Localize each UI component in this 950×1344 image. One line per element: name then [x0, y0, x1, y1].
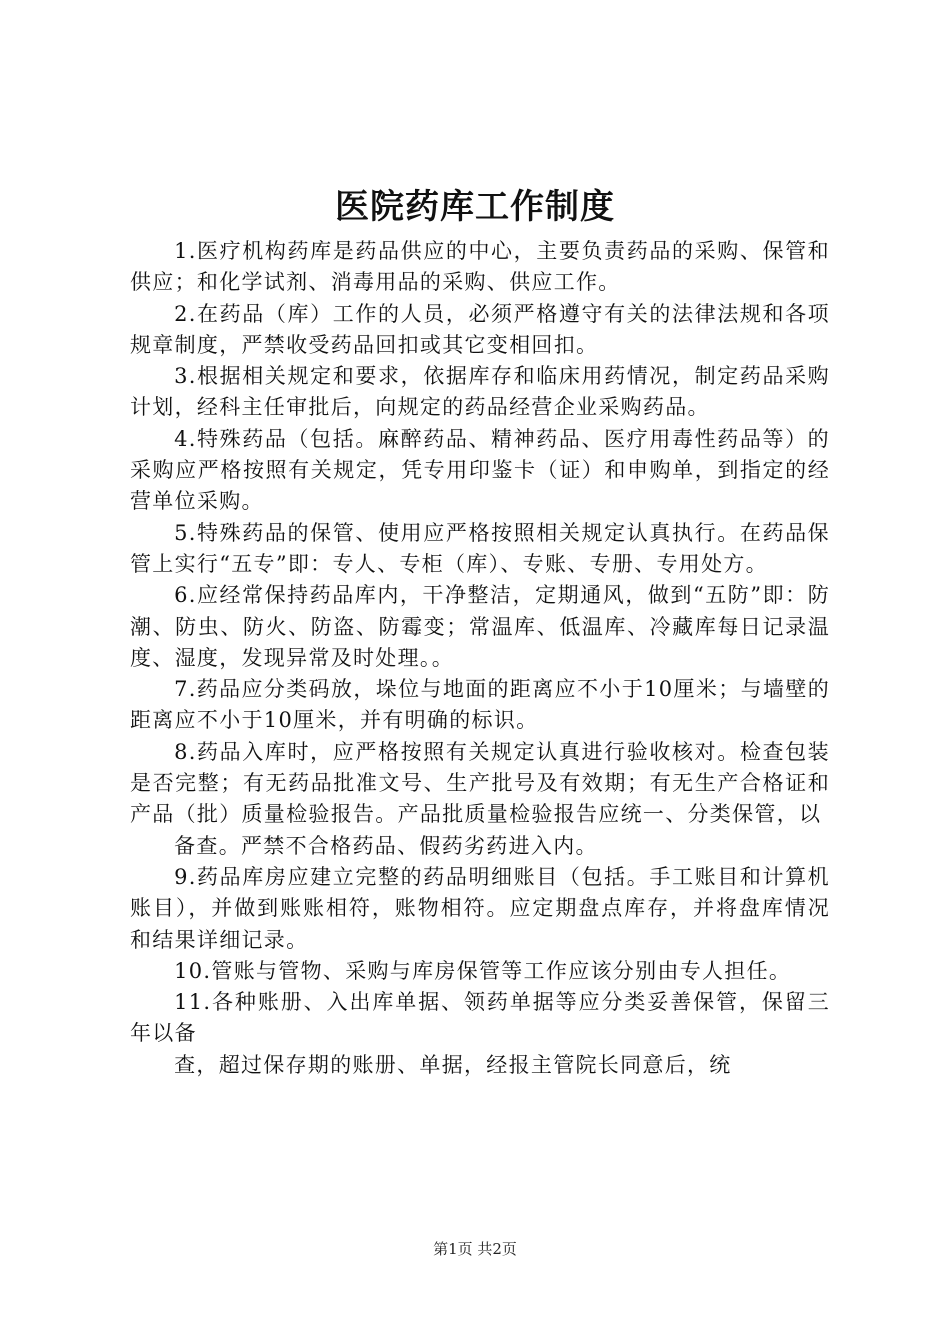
paragraph-7: 7.药品应分类码放，垛位与地面的距离应不小于10厘米；与墙壁的距离应不小于10厘米，并有明确的标识。: [130, 677, 830, 733]
paragraph-10: 10.管账与管物、采购与库房保管等工作应该分别由专人担任。: [174, 958, 792, 983]
document-title: 医院药库工作制度: [335, 187, 615, 227]
document-body: [130, 236, 830, 1081]
paragraph-6: 6.应经常保持药品库内，干净整洁，定期通风，做到“五防”即：防潮、防虫、防火、防盗、防霉变；常温库、低温库、冷藏库每日记录温度、湿度，发现异常及时处理。。: [130, 583, 830, 670]
paragraph-2: 2.在药品（库）工作的人员，必须严格遵守有关的法律法规和各项规章制度，严禁收受药品回扣或其它变相回扣。: [130, 301, 830, 357]
paragraph-3: 3.根据相关规定和要求，依据库存和临床用药情况，制定药品采购计划，经科主任审批后，向规定的药品经营企业采购药品。: [130, 364, 830, 420]
paragraph-5: 5.特殊药品的保管、使用应严格按照相关规定认真执行。在药品保管上实行“五专”即：专人、专柜（库）、专账、专册、专用处方。: [130, 520, 830, 576]
page-footer: 第1页 共2页: [433, 1240, 517, 1258]
paragraph-9: 9.药品库房应建立完整的药品明细账目（包括。手工账目和计算机账目），并做到账账相符，账物相符。应定期盘点库存，并将盘库情况和结果详细记录。: [130, 864, 830, 952]
paragraph-1: 1.医疗机构药库是药品供应的中心，主要负责药品的采购、保管和供应；和化学试剂、消毒用品的采购、供应工作。: [130, 239, 830, 295]
paragraph-11-continued: 查，超过保存期的账册、单据，经报主管院长同意后，统: [174, 1052, 732, 1077]
paragraph-8: 8.药品入库时，应严格按照有关规定认真进行验收核对。检查包装是否完整；有无药品批准文号、生产批号及有效期；有无生产合格证和产品（批）质量检验报告。产品批质量检验报告应统一、分类保管，以: [130, 739, 830, 827]
paragraph-11: 11.各种账册、入出库单据、领药单据等应分类妥善保管，保留三年以备: [130, 990, 830, 1046]
paragraph-4: 4.特殊药品（包括。麻醉药品、精神药品、医疗用毒性药品等）的采购应严格按照有关规定，凭专用印鉴卡（证）和申购单，到指定的经营单位采购。: [130, 426, 830, 514]
paragraph-8-continued: 备查。严禁不合格药品、假药劣药进入内。: [174, 833, 598, 858]
